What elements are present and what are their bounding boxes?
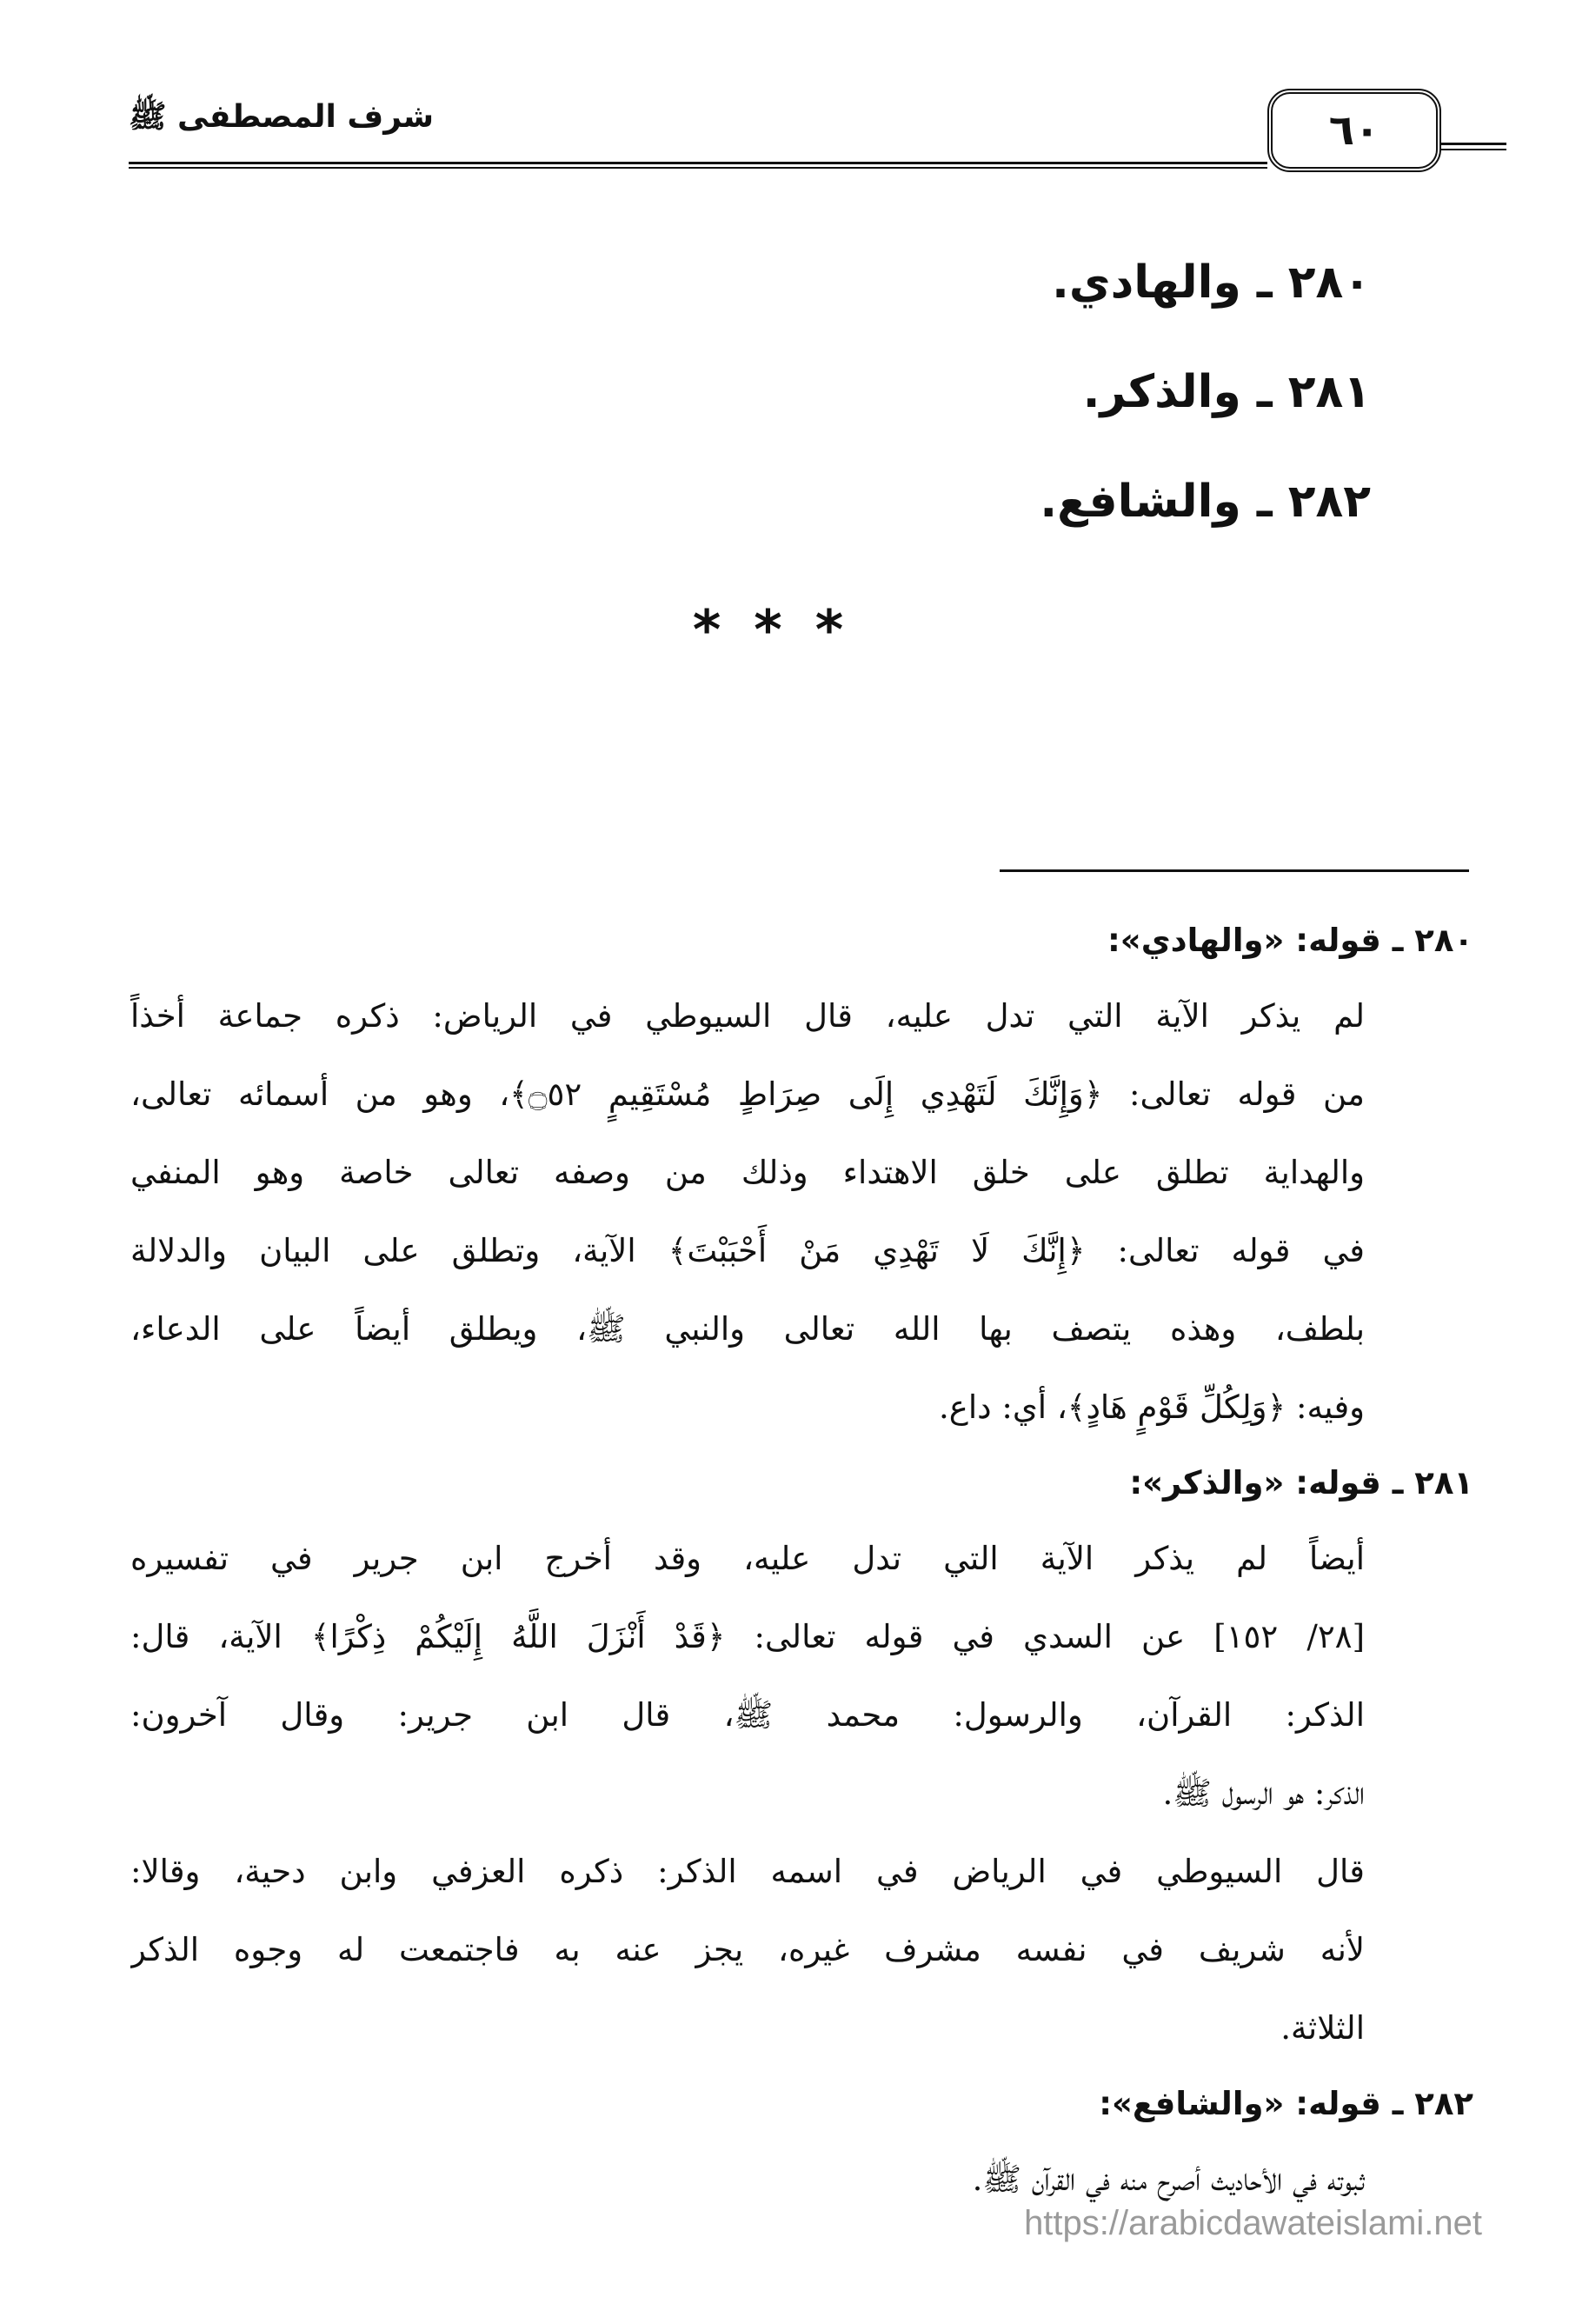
list-item: ٢٨٢ ـ والشافع. bbox=[1040, 476, 1371, 528]
names-list bbox=[328, 228, 1371, 556]
footnote-line: الذكر: القرآن، والرسول: محمد ﷺ، قال ابن جرير: وقال آخرون: bbox=[130, 1696, 1365, 1734]
list-item: ٢٨٠ ـ والهادي. bbox=[1052, 256, 1371, 309]
footnote-line: والهداية تطلق على خلق الاهتداء وذلك من وصفه تعالى خاصة وهو المنفي bbox=[130, 1154, 1365, 1191]
footnote-281 bbox=[130, 1447, 1473, 2068]
watermark: https://arabicdawateislami.net bbox=[1024, 2204, 1482, 2242]
footnote-line: قال السيوطي في الرياض في اسمه الذكر: ذكره العزفي وابن دحية، وقالا: bbox=[130, 1853, 1365, 1890]
footnote-line: ثبوته في الأحاديث أصرح منه في القرآن ﷺ. bbox=[972, 2161, 1365, 2198]
footnote-282 bbox=[130, 2068, 1473, 2219]
section-separator: *** bbox=[692, 598, 877, 662]
footnote-line: لأنه شريف في نفسه مشرف غيره، يجز عنه به فاجتمعت له وجوه الذكر bbox=[130, 1931, 1365, 1968]
footnote-heading: ٢٨١ ـ قوله: «والذكر»: bbox=[1129, 1464, 1473, 1502]
footnote-rule bbox=[1000, 869, 1469, 872]
footnote-280 bbox=[130, 904, 1473, 1447]
running-title: شرف المصطفى ﷺ bbox=[129, 99, 435, 135]
footnote-body bbox=[130, 1520, 1473, 2068]
footnote-line: وفيه: ﴿وَلِكُلِّ قَوْمٍ هَادٍ﴾، أي: داع. bbox=[939, 1388, 1365, 1426]
footnote-line: الذكر: هو الرسول ﷺ. bbox=[1162, 1775, 1365, 1812]
footnote-line: لم يذكر الآية التي تدل عليه، قال السيوطي في الرياض: ذكره جماعة أخذاً bbox=[130, 997, 1365, 1035]
footnote-line: بلطف، وهذه يتصف بها الله تعالى والنبي ﷺ، ويطلق أيضاً على الدعاء، bbox=[130, 1310, 1365, 1348]
footnotes bbox=[130, 904, 1473, 2219]
footnote-body bbox=[130, 977, 1473, 1447]
footnote-line: [٢٨/ ١٥٢] عن السدي في قوله تعالى: ﴿قَدْ أَنْزَلَ اللَّهُ إِلَيْكُمْ ذِكْرًا﴾ الآية، قال: bbox=[130, 1618, 1365, 1655]
header-rule bbox=[129, 162, 1267, 164]
footnote-line: في قوله تعالى: ﴿إِنَّكَ لَا تَهْدِي مَنْ أَحْبَبْتَ﴾ الآية، وتطلق على البيان والدلالة bbox=[130, 1232, 1365, 1269]
header-rule-thin bbox=[129, 167, 1267, 169]
header-tail-rule-thin bbox=[1441, 149, 1506, 150]
footnote-line: الثلاثة. bbox=[1280, 2009, 1365, 2047]
page-header bbox=[129, 80, 1467, 176]
header-tail-rule bbox=[1441, 143, 1506, 145]
list-item: ٢٨١ ـ والذكر. bbox=[1082, 366, 1371, 418]
footnote-line: أيضاً لم يذكر الآية التي تدل عليه، وقد أخرج ابن جرير في تفسيره bbox=[130, 1540, 1365, 1577]
footnote-heading: ٢٨٢ ـ قوله: «والشافع»: bbox=[1099, 2085, 1473, 2122]
footnote-heading: ٢٨٠ ـ قوله: «والهادي»: bbox=[1107, 922, 1473, 959]
footnote-line: من قوله تعالى: ﴿وَإِنَّكَ لَتَهْدِي إِلَى صِرَاطٍ مُسْتَقِيمٍ ۝٥٢﴾، وهو من أسمائه تعالى، bbox=[130, 1075, 1365, 1113]
page-number: ٦٠ bbox=[1267, 89, 1441, 172]
